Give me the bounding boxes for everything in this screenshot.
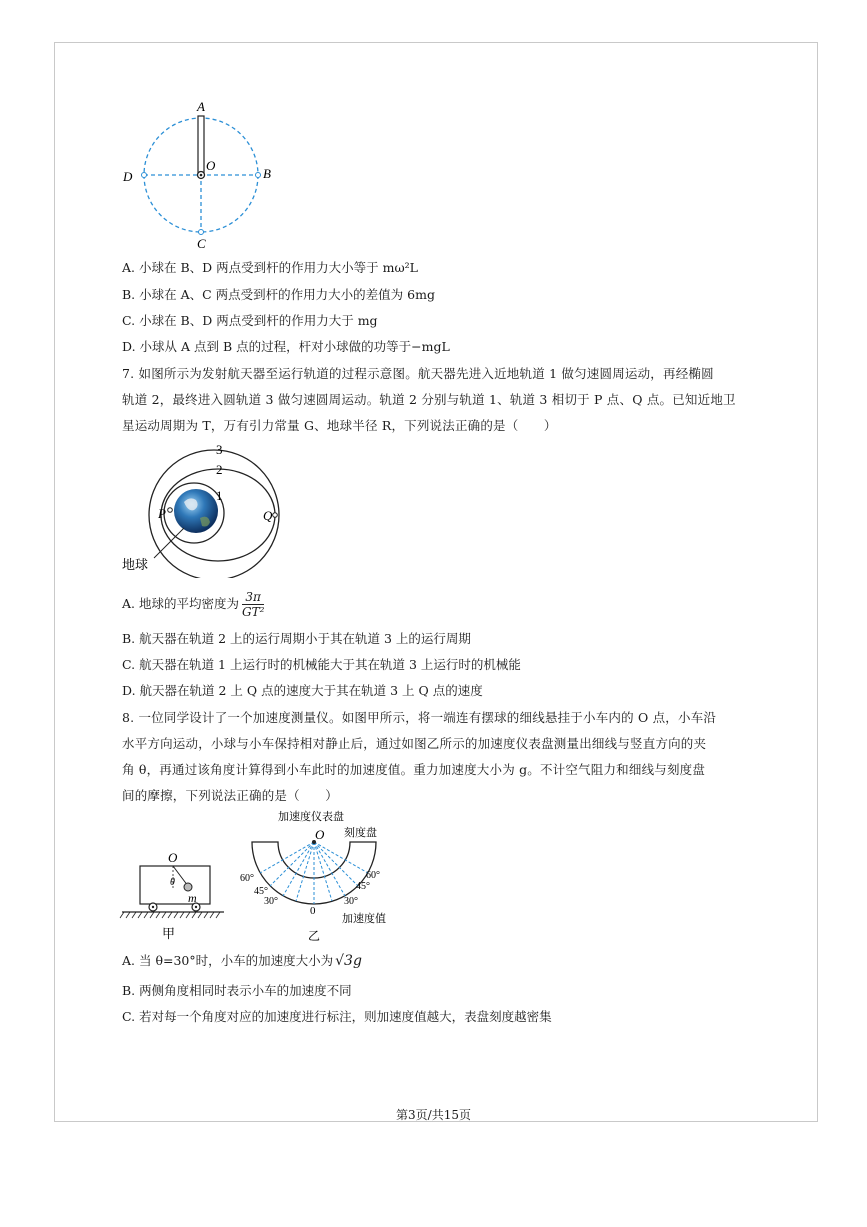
- tick-left-60: 60°: [240, 873, 254, 884]
- cart-pendulum-figure: [118, 848, 228, 944]
- q8-option-c: C. 若对每一个角度对应的加速度进行标注，则加速度值越大，表盘刻度越密集: [122, 1009, 552, 1024]
- tick-left-45: 45°: [254, 886, 268, 897]
- q8-stem-line4: 间的摩擦，下列说法正确的是（ ）: [122, 788, 338, 803]
- tick-zero: 0: [310, 905, 316, 917]
- label-c: C: [197, 236, 206, 251]
- fraction-numerator: 3π: [242, 590, 264, 605]
- q7-option-b: B. 航天器在轨道 2 上的运行周期小于其在轨道 3 上的运行周期: [122, 631, 471, 646]
- label-m: m: [188, 891, 197, 905]
- page-footer: 第3页/共15页: [396, 1108, 471, 1122]
- q7-stem-line3: 星运动周期为 T，万有引力常量 G、地球半径 R，下列说法正确的是（ ）: [122, 418, 557, 433]
- q8-stem-line2: 水平方向运动，小球与小车保持相对静止后，通过如图乙所示的加速度仪表盘测量出细线与竖直方向的夹: [122, 736, 707, 751]
- q8-stem-line1: 8. 一位同学设计了一个加速度测量仪。如图甲所示，将一端连有摆球的细线悬挂于小车内的 O 点，小车沿: [122, 710, 717, 725]
- label-earth: 地球: [122, 558, 149, 573]
- label-yi: 乙: [308, 929, 321, 943]
- earth-image: [174, 489, 218, 533]
- accel-value-label: 加速度值: [342, 912, 386, 925]
- q7-option-a-text: A. 地球的平均密度为: [122, 596, 239, 611]
- label-d: D: [123, 169, 133, 184]
- q7-option-d: D. 航天器在轨道 2 上 Q 点的速度大于其在轨道 3 上 Q 点的速度: [122, 683, 483, 698]
- tick-right-30: 30°: [344, 896, 358, 907]
- q6-option-b: B. 小球在 A、C 两点受到杆的作用力大小的差值为 6mg: [122, 287, 435, 302]
- accelerometer-dial-figure: [236, 806, 406, 946]
- label-q: Q: [263, 508, 273, 523]
- q8-option-a: [122, 953, 362, 969]
- q7-option-c: C. 航天器在轨道 1 上运行时的机械能大于其在轨道 3 上运行时的机械能: [122, 657, 521, 672]
- tick-left-30: 30°: [264, 896, 278, 907]
- label-o-cart: O: [168, 850, 178, 865]
- density-fraction: [242, 590, 264, 619]
- sqrt3g-expression: √3g: [335, 953, 362, 969]
- label-o: O: [206, 158, 216, 173]
- q8-stem-line3: 角 θ，再通过该角度计算得到小车此时的加速度值。重力加速度大小为 g。不计空气阻力和细线与刻度盘: [122, 762, 706, 777]
- dial-title: 加速度仪表盘: [278, 810, 344, 823]
- q7-option-a: [122, 590, 264, 619]
- tick-right-60: 60°: [366, 870, 380, 881]
- label-o-dial: O: [315, 827, 325, 842]
- q8-option-b: B. 两侧角度相同时表示小车的加速度不同: [122, 983, 352, 998]
- q6-option-c: C. 小球在 B、D 两点受到杆的作用力大于 mg: [122, 313, 378, 328]
- fraction-denominator: GT²: [241, 605, 265, 619]
- q8-option-a-text: A. 当 θ=30°时，小车的加速度大小为: [122, 953, 334, 968]
- q7-stem-line1: 7. 如图所示为发射航天器至运行轨道的过程示意图。航天器先进入近地轨道 1 做匀速圆周运动，再经椭圆: [122, 366, 714, 381]
- q6-option-a: A. 小球在 B、D 两点受到杆的作用力大小等于 mω²L: [122, 260, 418, 275]
- tick-right-45: 45°: [356, 881, 370, 892]
- scale-label: 刻度盘: [344, 826, 377, 839]
- orbit1-label: 1: [216, 488, 223, 503]
- label-p: P: [158, 506, 166, 521]
- rod-circle-figure: [118, 96, 278, 252]
- label-b: B: [263, 166, 271, 181]
- orbit-figure: [118, 440, 288, 578]
- q6-option-d: D. 小球从 A 点到 B 点的过程，杆对小球做的功等于−mgL: [122, 339, 450, 354]
- orbit3-label: 3: [216, 442, 223, 457]
- q7-stem-line2: 轨道 2，最终进入圆轨道 3 做匀速圆周运动。轨道 2 分别与轨道 1、轨道 3 相切于 P 点、Q 点。已知近地卫: [122, 392, 736, 407]
- label-jia: 甲: [162, 927, 176, 942]
- label-theta: θ: [170, 877, 175, 888]
- orbit2-label: 2: [216, 462, 223, 477]
- label-a: A: [197, 99, 205, 114]
